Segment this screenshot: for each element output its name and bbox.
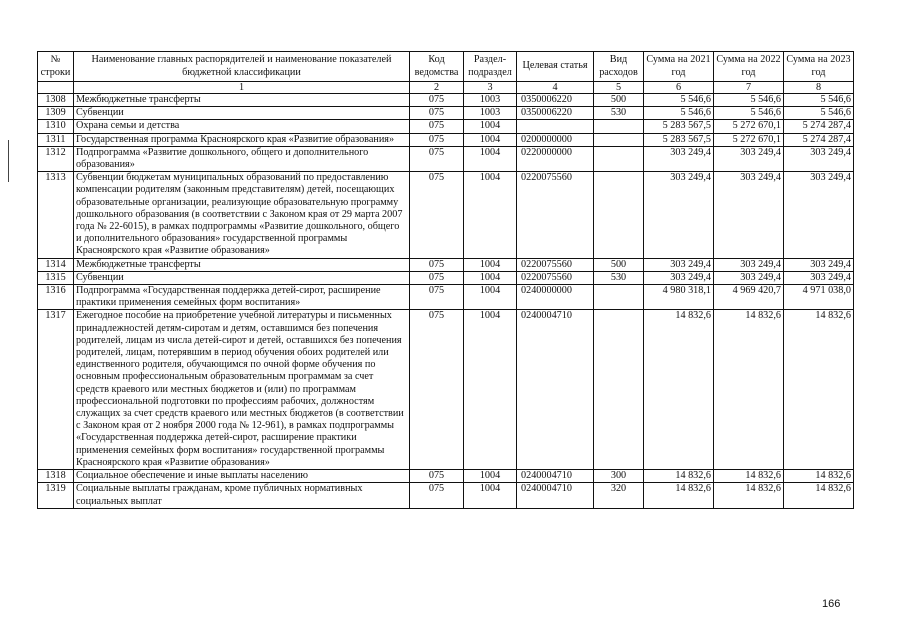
section-cell: 1004	[464, 258, 517, 271]
sum-2022-cell: 5 272 670,1	[714, 120, 784, 133]
table-row	[38, 146, 854, 171]
table-row	[38, 120, 854, 133]
sum-2022-cell: 303 249,4	[714, 172, 784, 258]
department-code-cell: 075	[410, 120, 464, 133]
expense-type-cell: 500	[594, 94, 644, 107]
sum-2023-cell: 5 274 287,4	[784, 133, 854, 146]
header-expense-type: Вид расходов	[594, 52, 644, 82]
sum-2022-cell: 303 249,4	[714, 271, 784, 284]
department-code-cell: 075	[410, 258, 464, 271]
item-name-cell: Подпрограмма «Государственная поддержка детей-сирот, расширение практики применения семейных форм воспитания»	[74, 285, 410, 310]
sum-2022-cell: 5 546,6	[714, 107, 784, 120]
column-number: 4	[517, 82, 594, 94]
row-number-cell: 1308	[38, 94, 74, 107]
sum-2021-cell: 303 249,4	[644, 172, 714, 258]
section-cell: 1004	[464, 271, 517, 284]
margin-mark	[8, 140, 9, 182]
table-row	[38, 172, 854, 258]
sum-2021-cell: 5 546,6	[644, 94, 714, 107]
header-sum-2022: Сумма на 2022 год	[714, 52, 784, 82]
header-name: Наименование главных распорядителей и наименование показателей бюджетной классификации	[74, 52, 410, 82]
row-number-cell: 1309	[38, 107, 74, 120]
item-name-cell: Подпрограмма «Развитие дошкольного, общего и дополнительного образования»	[74, 146, 410, 171]
section-cell: 1004	[464, 483, 517, 508]
sum-2021-cell: 14 832,6	[644, 470, 714, 483]
row-number-cell: 1310	[38, 120, 74, 133]
target-article-cell: 0350006220	[517, 107, 594, 120]
section-cell: 1004	[464, 285, 517, 310]
sum-2023-cell: 303 249,4	[784, 271, 854, 284]
table-row	[38, 107, 854, 120]
header-row	[38, 52, 854, 82]
sum-2022-cell: 5 546,6	[714, 94, 784, 107]
column-number: 1	[74, 82, 410, 94]
row-number-cell: 1313	[38, 172, 74, 258]
item-name-cell: Ежегодное пособие на приобретение учебной литературы и письменных принадлежностей детям-сиротам и детям, оставшимся без попечения родителей, лицам из числа детей-сирот и детей, оставшихся без попечения родителей, лицам, потерявшим в период обучения обоих родителей или единственного родителя, обучающимся по очной форме обучения по основным профессиональным образовательным программам за счет средств краевого или местных бюджетов и (или) по программам профессиональной подготовки по профессиям рабочих, должностям служащих за счет средств краевого или местных бюджетов (в соответствии с Законом края от 2 ноября 2000 года № 12-961), в рамках подпрограммы «Государственная поддержка детей-сирот, расширение практики применения семейных форм воспитания» государственной программы Красноярского края «Развитие образования»	[74, 310, 410, 470]
department-code-cell: 075	[410, 285, 464, 310]
page-number: 166	[822, 598, 841, 610]
column-number: 6	[644, 82, 714, 94]
item-name-cell: Субвенции	[74, 271, 410, 284]
sum-2021-cell: 303 249,4	[644, 146, 714, 171]
sum-2023-cell: 5 546,6	[784, 107, 854, 120]
department-code-cell: 075	[410, 310, 464, 470]
sum-2023-cell: 5 546,6	[784, 94, 854, 107]
target-article-cell: 0220000000	[517, 146, 594, 171]
expense-type-cell	[594, 133, 644, 146]
sum-2023-cell: 4 971 038,0	[784, 285, 854, 310]
item-name-cell: Социальное обеспечение и иные выплаты населению	[74, 470, 410, 483]
expense-type-cell	[594, 172, 644, 258]
department-code-cell: 075	[410, 271, 464, 284]
sum-2022-cell: 303 249,4	[714, 146, 784, 171]
sum-2021-cell: 4 980 318,1	[644, 285, 714, 310]
sum-2022-cell: 14 832,6	[714, 483, 784, 508]
section-cell: 1004	[464, 146, 517, 171]
item-name-cell: Государственная программа Красноярского края «Развитие образования»	[74, 133, 410, 146]
department-code-cell: 075	[410, 107, 464, 120]
header-sum-2023: Сумма на 2023 год	[784, 52, 854, 82]
header-target-article: Целевая статья	[517, 52, 594, 82]
item-name-cell: Охрана семьи и детства	[74, 120, 410, 133]
expense-type-cell: 500	[594, 258, 644, 271]
column-number: 2	[410, 82, 464, 94]
sum-2023-cell: 303 249,4	[784, 172, 854, 258]
header-section: Раздел-подраздел	[464, 52, 517, 82]
department-code-cell: 075	[410, 483, 464, 508]
department-code-cell: 075	[410, 133, 464, 146]
sum-2021-cell: 5 283 567,5	[644, 120, 714, 133]
expense-type-cell	[594, 285, 644, 310]
department-code-cell: 075	[410, 146, 464, 171]
table-row	[38, 285, 854, 310]
sum-2023-cell: 14 832,6	[784, 483, 854, 508]
expense-type-cell	[594, 146, 644, 171]
section-cell: 1003	[464, 107, 517, 120]
sum-2023-cell: 5 274 287,4	[784, 120, 854, 133]
sum-2022-cell: 5 272 670,1	[714, 133, 784, 146]
target-article-cell	[517, 120, 594, 133]
item-name-cell: Межбюджетные трансферты	[74, 94, 410, 107]
sum-2021-cell: 303 249,4	[644, 271, 714, 284]
item-name-cell: Субвенции	[74, 107, 410, 120]
target-article-cell: 0350006220	[517, 94, 594, 107]
row-number-cell: 1316	[38, 285, 74, 310]
item-name-cell: Социальные выплаты гражданам, кроме публичных нормативных социальных выплат	[74, 483, 410, 508]
sum-2023-cell: 14 832,6	[784, 470, 854, 483]
row-number-cell: 1319	[38, 483, 74, 508]
section-cell: 1004	[464, 310, 517, 470]
section-cell: 1004	[464, 172, 517, 258]
expense-type-cell: 320	[594, 483, 644, 508]
target-article-cell: 0240004710	[517, 310, 594, 470]
department-code-cell: 075	[410, 470, 464, 483]
header-sum-2021: Сумма на 2021 год	[644, 52, 714, 82]
sum-2022-cell: 4 969 420,7	[714, 285, 784, 310]
expense-type-cell: 530	[594, 107, 644, 120]
table-row	[38, 271, 854, 284]
sum-2022-cell: 14 832,6	[714, 470, 784, 483]
column-number: 8	[784, 82, 854, 94]
target-article-cell: 0220075560	[517, 271, 594, 284]
table-row	[38, 310, 854, 470]
target-article-cell: 0220075560	[517, 258, 594, 271]
column-number: 3	[464, 82, 517, 94]
budget-table	[37, 51, 854, 509]
column-number-row	[38, 82, 854, 94]
section-cell: 1004	[464, 120, 517, 133]
expense-type-cell: 530	[594, 271, 644, 284]
table-row	[38, 483, 854, 508]
sum-2021-cell: 5 546,6	[644, 107, 714, 120]
row-number-cell: 1315	[38, 271, 74, 284]
sum-2022-cell: 14 832,6	[714, 310, 784, 470]
sum-2021-cell: 14 832,6	[644, 310, 714, 470]
header-row-number: № строки	[38, 52, 74, 82]
header-department-code: Код ведомства	[410, 52, 464, 82]
table-row	[38, 258, 854, 271]
target-article-cell: 0200000000	[517, 133, 594, 146]
sum-2021-cell: 303 249,4	[644, 258, 714, 271]
section-cell: 1004	[464, 470, 517, 483]
department-code-cell: 075	[410, 94, 464, 107]
target-article-cell: 0240004710	[517, 483, 594, 508]
item-name-cell: Межбюджетные трансферты	[74, 258, 410, 271]
sum-2021-cell: 14 832,6	[644, 483, 714, 508]
section-cell: 1003	[464, 94, 517, 107]
column-number: 5	[594, 82, 644, 94]
expense-type-cell	[594, 120, 644, 133]
expense-type-cell: 300	[594, 470, 644, 483]
target-article-cell: 0240000000	[517, 285, 594, 310]
table-row	[38, 94, 854, 107]
item-name-cell: Субвенции бюджетам муниципальных образований по предоставлению компенсации родителям (законным представителям) детей, посещающих образовательные организации, реализующие образовательную программу дошкольного образования (в соответствии с Законом края от 29 марта 2007 года № 22-6015), в рамках подпрограммы «Развитие дошкольного, общего и дополнительного образования» государственной программы Красноярского края «Развитие образования»	[74, 172, 410, 258]
table-row	[38, 470, 854, 483]
column-number	[38, 82, 74, 94]
column-number: 7	[714, 82, 784, 94]
sum-2021-cell: 5 283 567,5	[644, 133, 714, 146]
sum-2023-cell: 14 832,6	[784, 310, 854, 470]
target-article-cell: 0220075560	[517, 172, 594, 258]
target-article-cell: 0240004710	[517, 470, 594, 483]
table-row	[38, 133, 854, 146]
section-cell: 1004	[464, 133, 517, 146]
row-number-cell: 1312	[38, 146, 74, 171]
row-number-cell: 1314	[38, 258, 74, 271]
expense-type-cell	[594, 310, 644, 470]
row-number-cell: 1318	[38, 470, 74, 483]
sum-2022-cell: 303 249,4	[714, 258, 784, 271]
sum-2023-cell: 303 249,4	[784, 258, 854, 271]
sum-2023-cell: 303 249,4	[784, 146, 854, 171]
row-number-cell: 1311	[38, 133, 74, 146]
department-code-cell: 075	[410, 172, 464, 258]
row-number-cell: 1317	[38, 310, 74, 470]
